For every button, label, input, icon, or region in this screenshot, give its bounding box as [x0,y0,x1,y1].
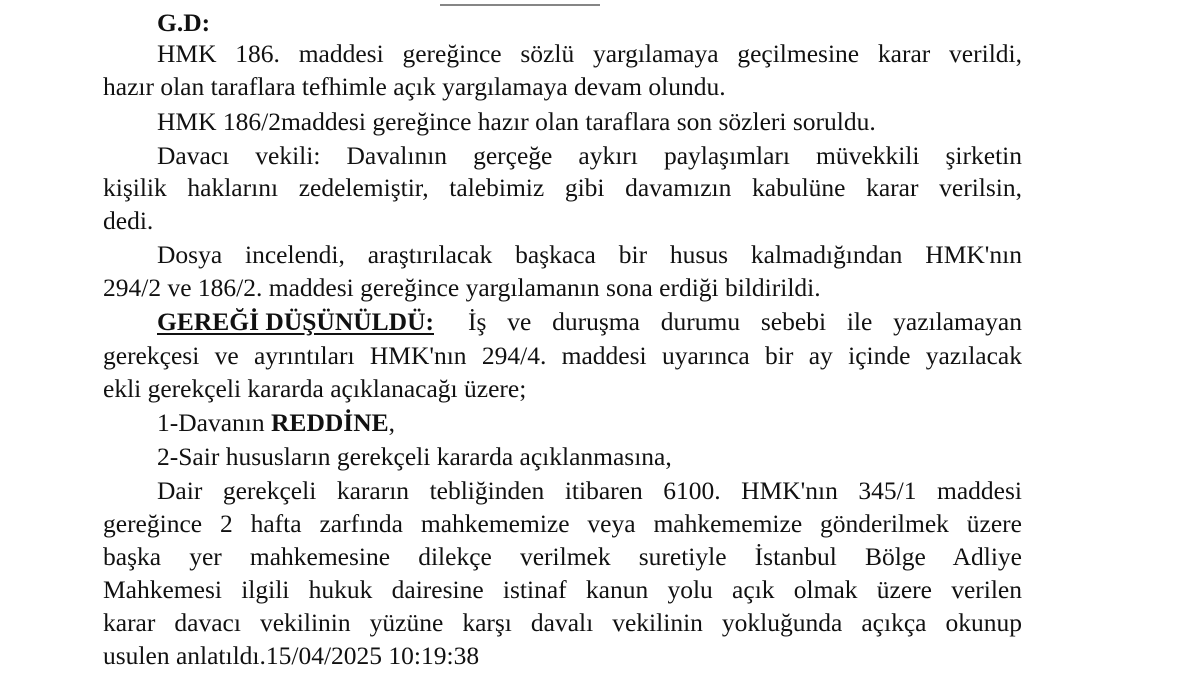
document-heading: G.D: [157,8,211,37]
decision-item-1 [157,408,395,438]
paragraph-line: başka yer mahkemesine dilekçe verilmek suretiyle İstanbul Bölge Adliye [103,542,1022,571]
top-cropped-line [440,0,600,6]
paragraph-line: İş ve duruşma durumu sebebi ile yazılamayan [468,307,1022,336]
paragraph-line: Dair gerekçeli kararın tebliğinden itibaren 6100. HMK'nın 345/1 maddesi [157,476,1022,505]
paragraph-line: Mahkemesi ilgili hukuk dairesine istinaf kanun yolu açık olmak üzere verilen [103,575,1022,604]
paragraph-line: Dosya incelendi, araştırılacak başkaca bir husus kalmadığından HMK'nın [157,240,1022,269]
paragraph-line: gerekçesi ve ayrıntıları HMK'nın 294/4. maddesi uyarınca bir ay içinde yazılacak [103,341,1022,370]
decision-label: GEREĞİ DÜŞÜNÜLDÜ: [157,307,434,336]
decision-item-suffix: , [388,408,395,437]
paragraph-line: kişilik haklarını zedelemiştir, talebimiz gibi davamızın kabulüne karar verilsin, [103,173,1022,202]
document-date-time-line: usulen anlatıldı.15/04/2025 10:19:38 [103,641,480,670]
paragraph-line: ekli gerekçeli kararda açıklanacağı üzere; [103,374,527,403]
paragraph-line: karar davacı vekilinin yüzüne karşı davalı vekilinin yokluğunda açıkça okunup [103,608,1022,637]
paragraph-line: Davacı vekili: Davalının gerçeğe aykırı paylaşımları müvekkili şirketin [157,141,1022,170]
decision-item-2: 2-Sair hususların gerekçeli kararda açıklanmasına, [157,442,672,471]
paragraph-line: gereğince 2 hafta zarfında mahkememize veya mahkememize gönderilmek üzere [103,509,1022,538]
paragraph-line: hazır olan taraflara tefhimle açık yargılamaya devam olundu. [103,72,726,101]
paragraph-line: HMK 186/2maddesi gereğince hazır olan taraflara son sözleri soruldu. [157,107,876,136]
paragraph-line: 294/2 ve 186/2. maddesi gereğince yargılamanın sona erdiği bildirildi. [103,273,821,302]
paragraph-line: HMK 186. maddesi gereğince sözlü yargılamaya geçilmesine karar verildi, [157,39,1022,68]
decision-word: REDDİNE [271,408,389,437]
paragraph-line: dedi. [103,206,154,235]
decision-item-prefix: 1-Davanın [157,408,272,437]
